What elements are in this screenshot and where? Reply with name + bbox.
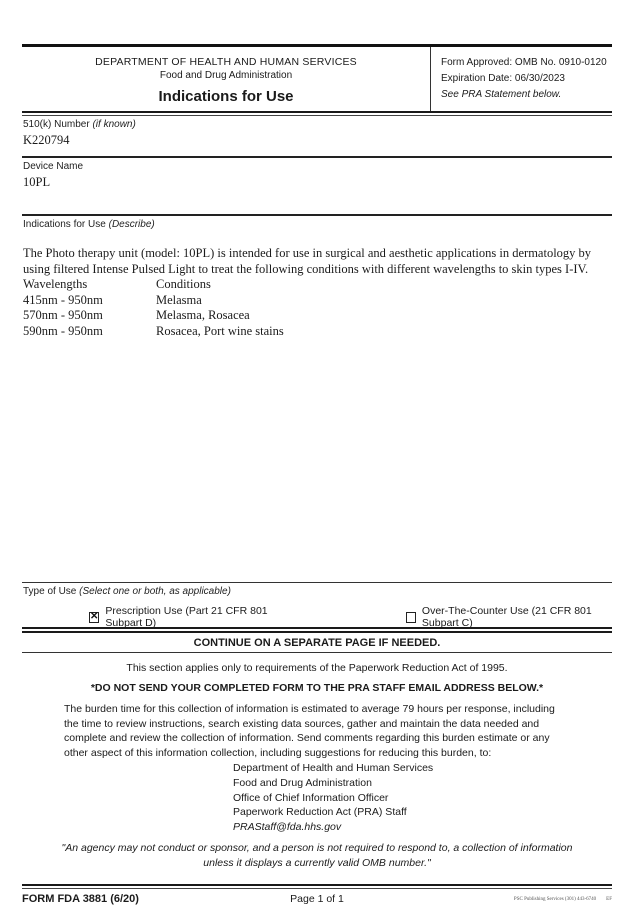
otc-use-checkbox[interactable] bbox=[406, 612, 416, 623]
k-number-value: K220794 bbox=[23, 133, 70, 147]
type-of-use-label: Type of Use (Select one or both, as applicable) bbox=[23, 586, 231, 597]
device-name-label: Device Name bbox=[23, 161, 84, 172]
wavelength-table bbox=[23, 277, 612, 339]
indications-text: The Photo therapy unit (model: 10PL) is intended for use in surgical and aesthetic applications in dermatology by using filtered Intense Pulsed Light to treat the following conditions with different wavelengths to skin types I-IV. bbox=[23, 246, 592, 276]
form-title: Indications for Use bbox=[158, 88, 294, 105]
pra-burden-paragraph: The burden time for this collection of information is estimated to average 79 hours per response, including the time to review instructions, search existing data sources, gather and maintain the data needed and complete and review the collection of information. Send comments regarding this burden estimate or any other aspect of this information collection, including suggestions for reducing this burden, to: bbox=[64, 703, 555, 759]
table-header-row bbox=[23, 277, 612, 293]
publisher-note bbox=[412, 893, 612, 902]
pra-note: See PRA Statement below. bbox=[441, 89, 562, 100]
col-header-conditions: Conditions bbox=[156, 277, 211, 291]
type-of-use-options bbox=[23, 605, 612, 629]
table-row: 415nm - 950nm Melasma bbox=[23, 292, 202, 307]
publisher-text: PSC Publishing Services (301) 443-6740 bbox=[513, 896, 597, 902]
pra-applies-line: This section applies only to requirements of the Paperwork Reduction Act of 1995. bbox=[126, 662, 508, 674]
omb-approval-box bbox=[430, 47, 612, 111]
pra-email: PRAStaff@fda.hhs.gov bbox=[233, 820, 342, 833]
pra-warning: *DO NOT SEND YOUR COMPLETED FORM TO THE PRA STAFF EMAIL ADDRESS BELOW.* bbox=[90, 682, 544, 694]
omb-number: Form Approved: OMB No. 0910-0120 bbox=[441, 57, 607, 68]
k-number-label: 510(k) Number (if known) bbox=[23, 119, 136, 130]
device-name-value: 10PL bbox=[23, 175, 51, 189]
address-line: Paperwork Reduction Act (PRA) Staff bbox=[233, 806, 407, 819]
prescription-use-label: Prescription Use (Part 21 CFR 801 Subpart D) bbox=[105, 605, 268, 629]
address-line: Food and Drug Administration bbox=[233, 776, 372, 789]
otc-use-option[interactable] bbox=[406, 605, 612, 629]
address-line: Office of Chief Information Officer bbox=[233, 791, 389, 804]
continue-banner: CONTINUE ON A SEPARATE PAGE IF NEEDED. bbox=[193, 637, 441, 649]
table-row: 590nm - 950nm Rosacea, Port wine stains bbox=[23, 323, 284, 338]
device-name-section bbox=[22, 158, 612, 214]
type-of-use-section bbox=[22, 583, 612, 627]
col-header-wavelengths: Wavelengths bbox=[23, 277, 88, 291]
prescription-use-option[interactable] bbox=[89, 605, 288, 629]
expiration-date: Expiration Date: 06/30/2023 bbox=[441, 73, 565, 84]
omb-quote: "An agency may not conduct or sponsor, and a person is not required to respond to, a collection of information unless it displays a currently valid OMB number." bbox=[61, 842, 573, 869]
table-row: 570nm - 950nm Melasma, Rosacea bbox=[23, 308, 250, 322]
address-line: Department of Health and Human Services bbox=[233, 762, 434, 775]
page-indicator: Page 1 of 1 bbox=[290, 892, 344, 905]
k-number-section bbox=[22, 116, 612, 156]
department-name: DEPARTMENT OF HEALTH AND HUMAN SERVICES bbox=[95, 56, 357, 68]
form-number: FORM FDA 3881 (6/20) bbox=[22, 892, 139, 905]
form-page bbox=[22, 44, 612, 905]
ef-code: EF bbox=[606, 896, 612, 902]
indications-label: Indications for Use (Describe) bbox=[23, 219, 155, 230]
agency-name: Food and Drug Administration bbox=[159, 70, 293, 81]
prescription-use-checkbox[interactable]: ✕ bbox=[90, 611, 99, 622]
form-footer bbox=[22, 889, 612, 905]
indications-section bbox=[22, 216, 612, 582]
pra-statement-section bbox=[22, 653, 612, 871]
otc-use-label: Over-The-Counter Use (21 CFR 801 Subpart C) bbox=[421, 605, 592, 629]
pra-address-block bbox=[233, 761, 612, 834]
header-left bbox=[22, 47, 430, 111]
form-header bbox=[22, 44, 612, 111]
